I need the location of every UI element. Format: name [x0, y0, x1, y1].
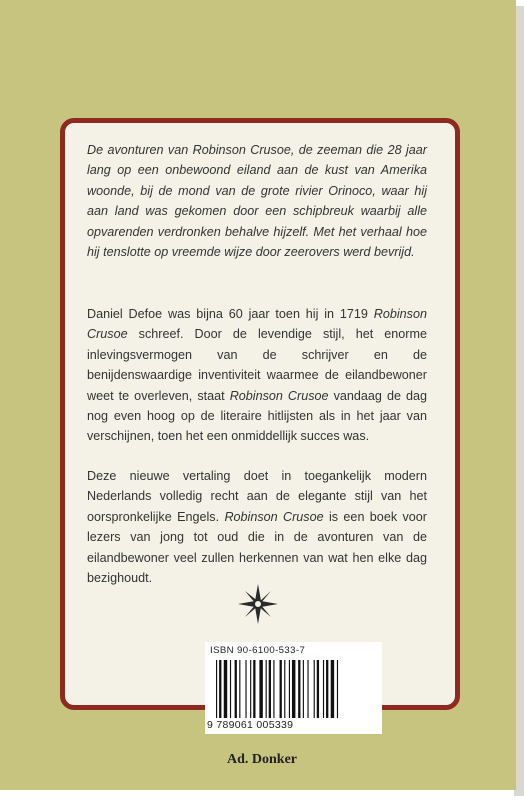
blurb-paragraph-3	[87, 466, 427, 588]
p2-book-title-2: Robinson Crusoe	[229, 388, 329, 403]
p3-text-b: is een boek voor lezers van jong tot oud die in de avonturen van de eilandbewoner veel zullen herkennen van wat hen elke dag bezighoudt.	[87, 509, 427, 586]
isbn-label: ISBN 90-6100-533-7	[210, 645, 306, 656]
blurb-paragraph-2	[87, 304, 427, 447]
p3-text-a: Deze nieuwe vertaling doet in toegankelijk modern Nederlands volledig recht aan de elegante stijl van het oorspronkelijke Engels.	[87, 469, 427, 524]
ean-number: 9 789061 005339	[207, 719, 294, 731]
barcode	[216, 660, 376, 718]
p3-book-title: Robinson Crusoe	[224, 509, 324, 524]
publisher-name: Ad. Donker	[226, 752, 297, 767]
blurb-intro: De avonturen van Robinson Crusoe, de zeeman die 28 jaar lang op een onbewoond eiland aan de kust van Amerika woonde, bij de mond van de grote rivier Orinoco, waar hij aan land was gekomen door een schipbreuk waarbij alle opvarenden verdronken behalve hijzelf. Met het verhaal hoe hij tenslotte op vreemde wijze door zeerovers werd bevrijd.	[87, 143, 427, 260]
p2-book-title-1: Robinson Crusoe	[87, 307, 427, 342]
p2-text-a: Daniel Defoe was bijna 60 jaar toen hij in 1719	[87, 307, 374, 321]
p2-text-b: schreef. Door de levendige stijl, het enorme inlevingsvermogen van de schrijver en de benijdenswaardige inventiviteit waarmee de eilandbewoner weet te overleven, staat	[87, 327, 427, 403]
p2-text-c: vandaag de dag nog even hoog op de literaire hitlijsten als in het jaar van verschijnen, toen het een onmiddellijk succes was.	[87, 388, 428, 444]
compass-star-icon	[237, 583, 279, 625]
